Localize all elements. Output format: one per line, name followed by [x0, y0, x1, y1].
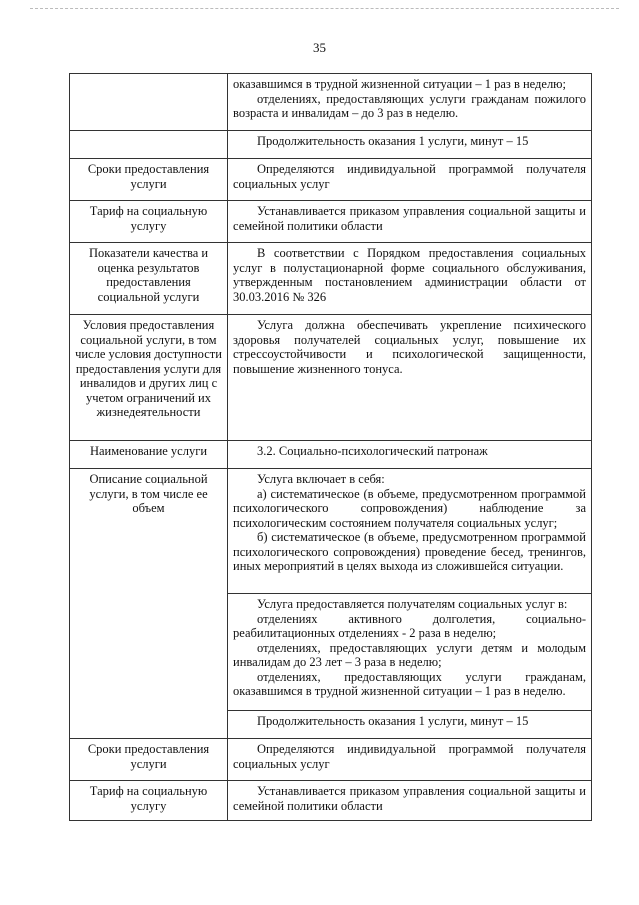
table-row: [70, 131, 592, 159]
table-row: [70, 781, 592, 821]
paragraph: Определяются индивидуальной программой получателя социальных услуг: [233, 742, 586, 771]
label-cell: Тариф на социальную услугу: [70, 201, 228, 243]
page-number: 35: [313, 40, 326, 55]
table-row: [70, 201, 592, 243]
list-item: отделениях активного долголетия, социально-реабилитационных отделениях - 2 раза в неделю;: [233, 611, 586, 640]
paragraph: Устанавливается приказом управления социальной защиты и семейной политики области: [233, 204, 586, 233]
list-item: а) систематическое (в объеме, предусмотренном программой психологического сопровождения) наблюдение за психологическим состоянием получателя социальных услуг;: [233, 486, 586, 530]
paragraph: Услуга должна обеспечивать укрепление психического здоровья получателей социальных услуг, повышение их стрессоустойчивости и психологической защищенности, повышение жизненного тонуса.: [233, 318, 586, 376]
table-row: [70, 441, 592, 469]
table-row: [70, 243, 592, 315]
table-row: [70, 315, 592, 441]
label-cell: Показатели качества и оценка результатов предоставления социальной услуги: [70, 243, 228, 315]
table-row: [70, 469, 592, 594]
table-row: [70, 159, 592, 201]
value-cell: [228, 781, 592, 821]
value-cell: [228, 594, 592, 711]
value-cell: [228, 201, 592, 243]
paragraph: Устанавливается приказом управления социальной защиты и семейной политики области: [233, 784, 586, 813]
list-item: б) систематическое (в объеме, предусмотренном программой психологического сопровождения) проведение бесед, тренингов, иных мероприятий в целях выхода из сложившейся ситуации.: [233, 530, 586, 573]
paragraph: отделениях, предоставляющих услуги гражданам пожилого возраста и инвалидам – до 3 раз в неделю.: [233, 91, 586, 120]
list-item: отделениях, предоставляющих услуги гражданам, оказавшимся в трудной жизненной ситуации – 1 раз в неделю.: [233, 669, 586, 698]
label-cell: [70, 131, 228, 159]
value-cell: [228, 441, 592, 469]
label-cell: Описание социальной услуги, в том числе ее объем: [70, 469, 228, 739]
service-name: 3.2. Социально-психологический патронаж: [257, 444, 488, 458]
list-item: отделениях, предоставляющих услуги детям и молодым инвалидам до 23 лет – 3 раза в неделю;: [233, 640, 586, 669]
paragraph: Продолжительность оказания 1 услуги, минут – 15: [257, 134, 529, 148]
paragraph: Услуга предоставляется получателям социальных услуг в:: [257, 597, 568, 611]
table-row: [70, 739, 592, 781]
label-cell: Наименование услуги: [70, 441, 228, 469]
paragraph: В соответствии с Порядком предоставления социальных услуг в полустационарной форме социального обслуживания, утвержденным постановлением администрации области от 30.03.2016 № 326: [233, 246, 586, 304]
label-cell: Условия предоставления социальной услуги, в том числе условия доступности предоставления услуги для инвалидов и других лиц с учетом ограничений их жизнедеятельности: [70, 315, 228, 441]
value-cell: [228, 711, 592, 739]
value-cell: [228, 74, 592, 131]
value-cell: [228, 739, 592, 781]
scan-top-edge: [30, 8, 619, 9]
label-cell: Тариф на социальную услугу: [70, 781, 228, 821]
label-cell: Сроки предоставления услуги: [70, 159, 228, 201]
value-cell: [228, 469, 592, 594]
paragraph: Услуга включает в себя:: [257, 472, 385, 486]
paragraph: оказавшимся в трудной жизненной ситуации – 1 раз в неделю;: [233, 77, 566, 91]
paragraph: Продолжительность оказания 1 услуги, минут – 15: [257, 714, 529, 728]
table-row: [70, 74, 592, 131]
value-cell: [228, 315, 592, 441]
value-cell: [228, 243, 592, 315]
service-table: [69, 73, 592, 821]
value-cell: [228, 159, 592, 201]
label-cell: [70, 74, 228, 131]
paragraph: Определяются индивидуальной программой получателя социальных услуг: [233, 162, 586, 191]
label-cell: Сроки предоставления услуги: [70, 739, 228, 781]
value-cell: [228, 131, 592, 159]
